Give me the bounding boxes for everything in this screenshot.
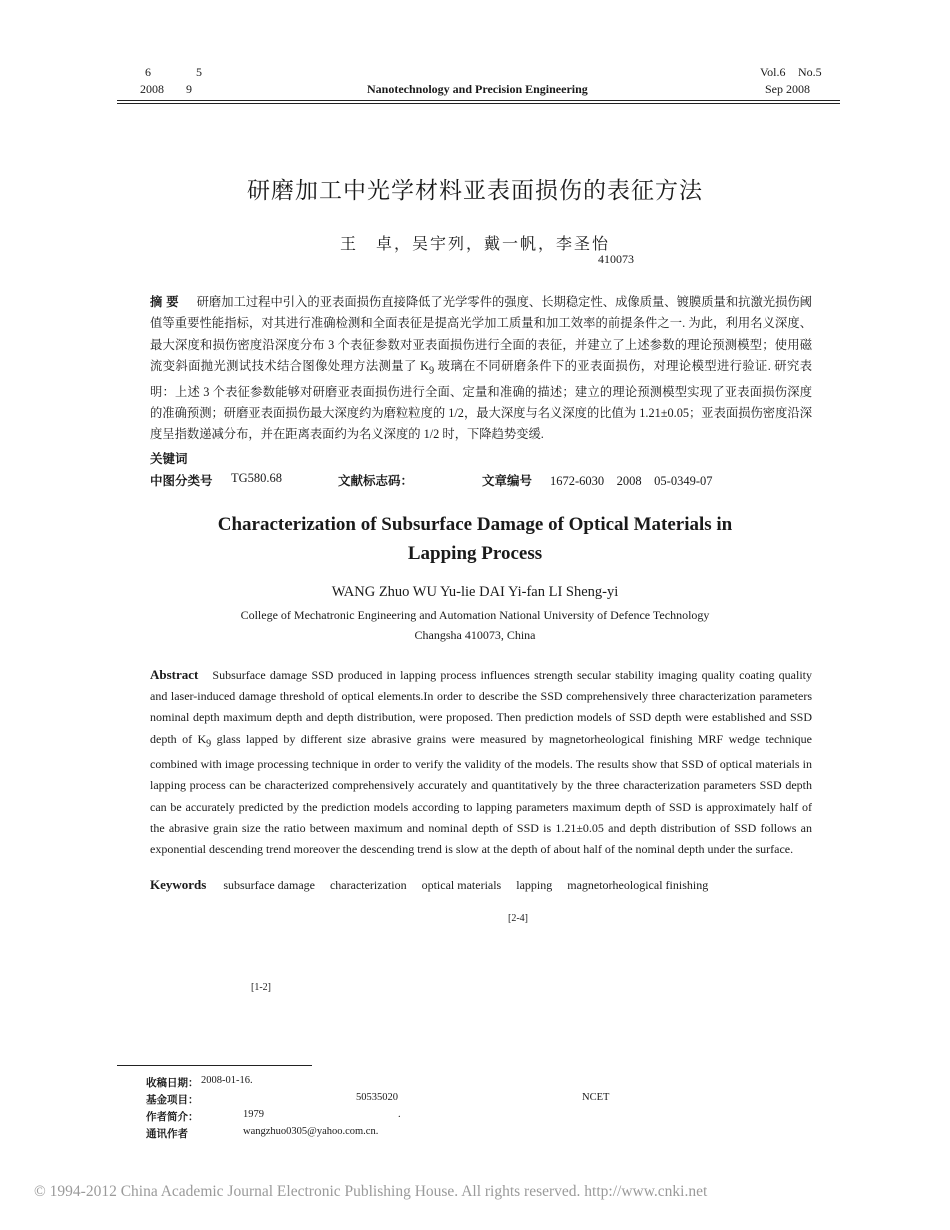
en-affiliation-city: Changsha 410073, China <box>414 628 536 642</box>
header-volume-en: Vol.6 <box>760 65 786 79</box>
keyword-item: characterization <box>329 878 407 892</box>
cn-keywords-label: 关键词 <box>150 451 188 466</box>
en-authors: WANG Zhuo WU Yu-lie DAI Yi-fan LI Sheng-yi <box>331 584 619 600</box>
fn-corresponding-label: 通讯作者 <box>146 1128 188 1140</box>
keyword-item: optical materials <box>421 878 502 892</box>
copyright-notice: © 1994-2012 China Academic Journal Electronic Publishing House. All rights reserved. http://www.cnki.net <box>34 1183 708 1200</box>
header-issue-en: No.5 <box>798 65 822 79</box>
en-abstract-subscript: 9 <box>206 738 212 749</box>
cn-abstract-text: 研磨加工过程中引入的亚表面损伤直接降低了光学零件的强度、长期稳定性、成像质量、镀膜质量和抗激光损伤阈值等重要性能指标，对其进行准确检测和全面表征是提高光学加工质量和加工效率的前提条件之一. 为此，利用名义深度、最大深度和损伤密度沿深度分布 3 个表征参数对亚表面损伤进行全面的表征，并建立了上述参数的理论预测模型；使用磁流变斜面抛光测试技术结合图像处理方法测量了 K <box>150 295 812 373</box>
header-rule-2 <box>117 103 840 104</box>
cn-abstract-label: 摘要 <box>150 295 183 309</box>
fn-fund-ncet: NCET <box>582 1092 610 1103</box>
cn-doc-code-label: 文献标志码： <box>338 473 414 488</box>
fn-received-label: 收稿日期： <box>146 1077 199 1089</box>
en-keywords <box>150 877 720 893</box>
en-abstract <box>150 664 812 860</box>
header-issue-cn: 5 <box>196 65 202 79</box>
cn-title: 研磨加工中光学材料亚表面损伤的表征方法 <box>247 178 703 204</box>
cn-clc-label: 中图分类号 <box>150 473 213 488</box>
keyword-item: lapping <box>516 878 553 892</box>
cn-postcode: 410073 <box>598 252 634 266</box>
header-year-cn: 2008 <box>140 82 164 96</box>
fn-author-label: 作者简介： <box>146 1111 199 1123</box>
header-rule <box>117 100 840 101</box>
en-abstract-text-2: glass lapped by different size abrasive grains were measured by magnetorheological finishing MRF wedge technique combined with image processing technique in order to verify the validity of the models. The results show that SSD of optical materials in lapping process can be characterized comprehensively accurately and quantitatively by the three characterization parameters SSD depth can be accurately predicted by the prediction models according to lapping parameters maximum depth of SSD is approximately half of the abrasive grain size the ratio between maximum and nominal depth of SSD is 1.21±0.05 and depth distribution of SSD follows an exponential descending trend moreover the descending trend is slow at the depth of about half of the nominal depth under the surface. <box>150 731 812 857</box>
cn-authors: 王 卓，吴宇列，戴一帆，李圣怡 <box>339 236 610 253</box>
en-abstract-label: Abstract <box>150 667 199 682</box>
header-volume-cn: 6 <box>145 65 151 79</box>
fn-author-year: 1979 <box>243 1109 264 1120</box>
keyword-item: subsurface damage <box>223 878 315 892</box>
cn-abstract-text-2: 玻璃在不同研磨条件下的亚表面损伤，对理论模型进行验证. 研究表明：上述 3 个表征参数能够对研磨亚表面损伤进行全面、定量和准确的描述；建立的理论预测模型实现了亚表面损伤深度的准确预测；研磨亚表面损伤最大深度约为磨粒粒度的 1/2，最大深度与名义深度的比值为 1.21±0.05；亚表面损伤密度沿深度呈指数递减分布，并在距离表面约为名义深度的 1/2 时，下降趋势变缓. <box>150 358 812 442</box>
fn-received-value: 2008-01-16. <box>201 1075 253 1086</box>
fn-author-dot: . <box>398 1109 401 1120</box>
cn-article-no-label: 文章编号 <box>482 473 533 488</box>
header-month-cn: 9 <box>186 82 192 96</box>
fn-fund-label: 基金项目： <box>146 1094 199 1106</box>
fn-corresponding-email[interactable]: wangzhuo0305@yahoo.com.cn. <box>243 1126 379 1137</box>
cn-article-no-value: 1672-6030 2008 05-0349-07 <box>550 474 713 488</box>
header-date-en: Sep 2008 <box>765 82 810 96</box>
fn-fund-number: 50535020 <box>356 1092 398 1103</box>
en-title-line-2: Lapping Process <box>407 543 543 564</box>
footnote-rule <box>117 1065 312 1066</box>
en-abstract-text: Subsurface damage SSD produced in lapping process influences strength secular stability imaging quality coating quality and laser-induced damage threshold of optical elements.In order to describe the SSD comprehensively three characterization parameters nominal depth maximum depth and depth distribution, were proposed. Then prediction models of SSD depth were established and SSD depth of K <box>150 668 812 746</box>
cn-abstract-subscript: 9 <box>429 365 435 377</box>
cn-abstract <box>150 292 812 446</box>
en-title-line-1: Characterization of Subsurface Damage of Optical Materials in <box>217 514 733 535</box>
header-journal-name: Nanotechnology and Precision Engineering <box>367 82 588 96</box>
en-keywords-label: Keywords <box>150 877 207 892</box>
en-affiliation: College of Mechatronic Engineering and Automation National University of Defence Technology <box>240 608 710 622</box>
keyword-item: magnetorheological finishing <box>567 878 709 892</box>
cn-clc-value: TG580.68 <box>231 471 283 485</box>
reference-marker[interactable]: [2-4] <box>508 913 528 924</box>
reference-marker[interactable]: [1-2] <box>251 982 271 993</box>
